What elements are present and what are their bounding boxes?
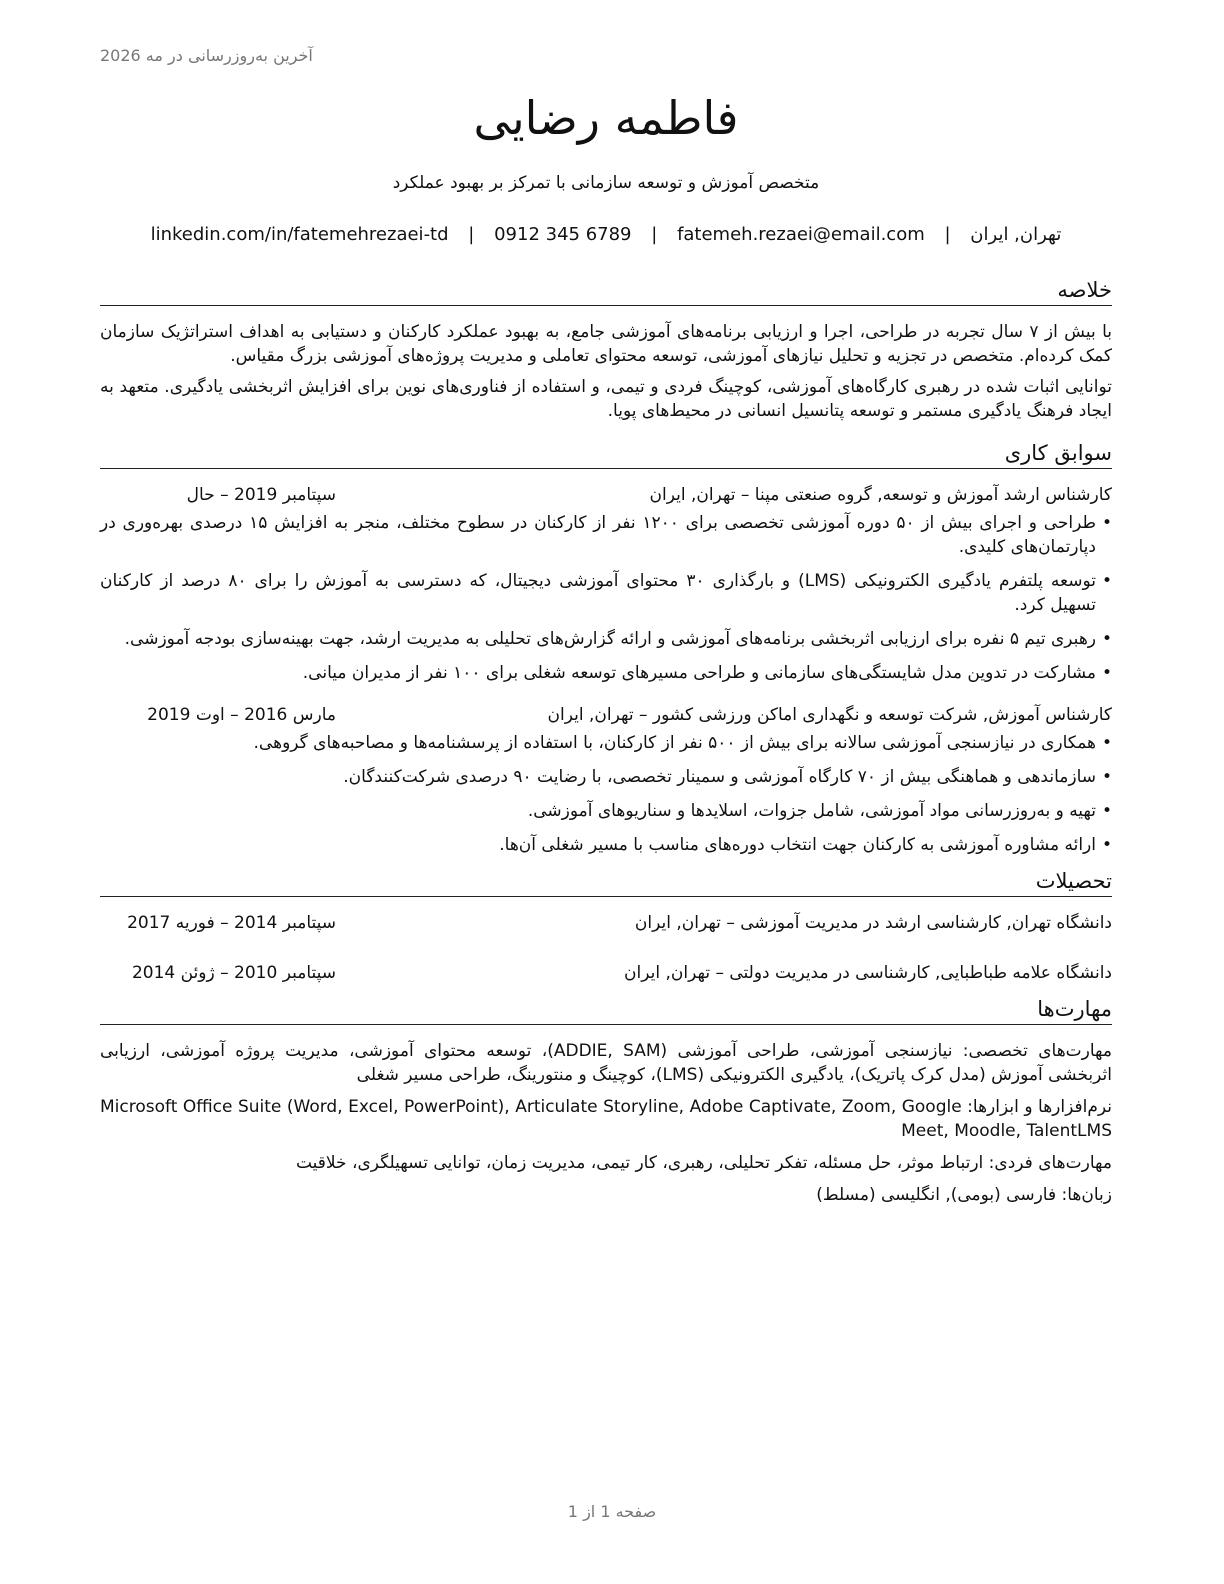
page-number: صفحه 1 از 1 bbox=[567, 1502, 657, 1521]
resume-content bbox=[100, 276, 1112, 1215]
list-item: • مشارکت در تدوین مدل شایستگی‌های سازمانی و طراحی مسیرهای توسعه شغلی برای ۱۰۰ نفر از مدیران میانی. bbox=[100, 661, 1112, 685]
phone-number: 0912 345 6789 bbox=[494, 224, 632, 245]
education-title: دانشگاه تهران, کارشناسی ارشد در مدیریت آموزشی – تهران, ایران bbox=[634, 913, 1112, 933]
person-name: فاطمه رضایی bbox=[473, 91, 739, 145]
email-link[interactable]: fatemeh.rezaei@email.com bbox=[677, 224, 925, 245]
education-date: سپتامبر 2010 – ژوئن 2014 bbox=[131, 963, 336, 983]
section-title: سوابق کاری bbox=[100, 439, 1112, 469]
skill-line: مهارت‌های تخصصی: نیازسنجی آموزشی، طراحی آموزشی (ADDIE, SAM)، توسعه محتوای آموزشی، مدیریت پروژه آموزشی، ارزیابی اثربخشی آموزش (مدل کرک پاتریک)، یادگیری الکترونیکی (LMS)، کوچینگ و منتورینگ، طراحی مسیر شغلی bbox=[100, 1041, 1112, 1085]
job-entry bbox=[100, 703, 1112, 857]
summary-paragraph: با بیش از ۷ سال تجربه در طراحی، اجرا و ارزیابی برنامه‌های آموزشی جامع، به بهبود عملکرد کارکنان و دستیابی به اهداف استراتژیک سازمان کمک کرده‌ام. متخصص در تجزیه و تحلیل نیازهای آموزشی، توسعه محتوای تعاملی و مدیریت پروژه‌های آموزشی بزرگ مقیاس. bbox=[100, 322, 1112, 366]
section-title: خلاصه bbox=[100, 276, 1112, 306]
job-date: مارس 2016 – اوت 2019 bbox=[147, 705, 336, 725]
job-header bbox=[100, 483, 1112, 507]
list-item: • طراحی و اجرای بیش از ۵۰ دوره آموزشی تخصصی برای ۱۲۰۰ نفر از کارکنان در سطوح مختلف، منجر به افزایش ۱۵ درصدی بهره‌وری در دپارتمان‌های کلیدی. bbox=[100, 511, 1112, 559]
resume-page bbox=[100, 0, 1112, 1584]
list-item: • همکاری در نیازسنجی آموزشی سالانه برای بیش از ۵۰۰ نفر از کارکنان، با استفاده از پرسشنامه‌ها و مصاحبه‌های گروهی. bbox=[100, 731, 1112, 755]
education-entry bbox=[100, 911, 1112, 935]
list-item: • سازماندهی و هماهنگی بیش از ۷۰ کارگاه آموزشی و سمینار تخصصی، با رضایت ۹۰ درصدی شرکت‌کنندگان. bbox=[100, 765, 1112, 789]
skill-line: زبان‌ها: فارسی (بومی), انگلیسی (مسلط) bbox=[816, 1185, 1112, 1205]
education-section bbox=[100, 867, 1112, 985]
experience-section bbox=[100, 439, 1112, 857]
education-date: سپتامبر 2014 – فوریه 2017 bbox=[127, 913, 336, 933]
separator: | bbox=[944, 224, 951, 245]
job-bullets bbox=[100, 511, 1112, 685]
list-item: • توسعه پلتفرم یادگیری الکترونیکی (LMS) و بارگذاری ۳۰ محتوای آموزشی دیجیتال، که دسترسی به آموزش را برای ۸۰ درصد از کارکنان تسهیل کرد. bbox=[100, 569, 1112, 617]
section-title: مهارت‌ها bbox=[100, 995, 1112, 1025]
job-bullets bbox=[100, 731, 1112, 857]
list-item: • تهیه و به‌روزرسانی مواد آموزشی، شامل جزوات، اسلایدها و سناریوهای آموزشی. bbox=[100, 799, 1112, 823]
job-entry bbox=[100, 483, 1112, 685]
last-updated: آخرین به‌روزرسانی در مه 2026 bbox=[100, 46, 313, 65]
separator: | bbox=[468, 224, 475, 245]
job-title: کارشناس ارشد آموزش و توسعه, گروه صنعتی مپنا – تهران, ایران bbox=[649, 485, 1112, 505]
job-date: سپتامبر 2019 – حال bbox=[186, 485, 336, 505]
skill-line: نرم‌افزارها و ابزارها: Microsoft Office Suite (Word, Excel, PowerPoint), Articulate Storyline, Adobe Captivate, Zoom, Google Meet, Moodle, TalentLMS bbox=[100, 1097, 1112, 1141]
education-entry bbox=[100, 961, 1112, 985]
linkedin-link[interactable]: linkedin.com/in/fatemehrezaei-td bbox=[150, 224, 449, 245]
skill-line: مهارت‌های فردی: ارتباط موثر، حل مسئله، تفکر تحلیلی، رهبری، کار تیمی، مدیریت زمان، توانایی تسهیلگری، خلاقیت bbox=[295, 1153, 1112, 1173]
location: تهران, ایران bbox=[970, 224, 1062, 245]
job-title: کارشناس آموزش, شرکت توسعه و نگهداری اماکن ورزشی کشور – تهران, ایران bbox=[547, 705, 1112, 725]
summary-section bbox=[100, 276, 1112, 423]
education-title: دانشگاه علامه طباطبایی, کارشناسی در مدیریت دولتی – تهران, ایران bbox=[624, 963, 1112, 983]
tagline: متخصص آموزش و توسعه سازمانی با تمرکز بر بهبود عملکرد bbox=[392, 173, 820, 193]
contact-line bbox=[100, 222, 1112, 248]
separator: | bbox=[651, 224, 658, 245]
job-header bbox=[100, 703, 1112, 727]
list-item: • رهبری تیم ۵ نفره برای ارزیابی اثربخشی برنامه‌های آموزشی و ارائه گزارش‌های تحلیلی به مدیریت ارشد، جهت بهینه‌سازی بودجه آموزشی. bbox=[100, 627, 1112, 651]
skills-section bbox=[100, 995, 1112, 1207]
summary-paragraph: توانایی اثبات شده در رهبری کارگاه‌های آموزشی، کوچینگ فردی و تیمی، و استفاده از فناوری‌های نوین برای افزایش اثربخشی یادگیری. متعهد به ایجاد فرهنگ یادگیری مستمر و توسعه پتانسیل انسانی در محیط‌های پویا. bbox=[100, 377, 1112, 421]
list-item: • ارائه مشاوره آموزشی به کارکنان جهت انتخاب دوره‌های مناسب با مسیر شغلی آن‌ها. bbox=[100, 833, 1112, 857]
section-title: تحصیلات bbox=[100, 867, 1112, 897]
